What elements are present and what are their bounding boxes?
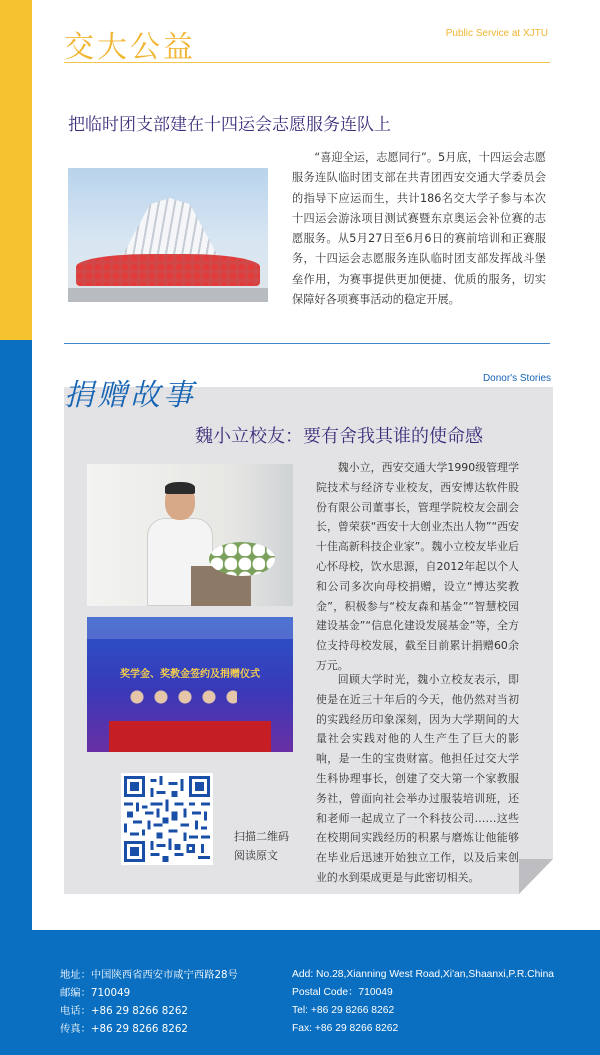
section-subtitle-en: Public Service at XJTU [445, 28, 548, 39]
section-divider [64, 343, 550, 344]
volunteer-crowd [76, 254, 260, 286]
qr-caption: 扫描二维码 阅读原文 [234, 830, 289, 862]
story-headline: 魏小立校友：要有舍我其谁的使命感 [195, 426, 483, 447]
volunteer-group-photo [68, 168, 268, 302]
divider [64, 62, 550, 63]
footer-phone-en: Tel: +86 29 8266 8262 [292, 1005, 395, 1016]
footer-phone-cn: 电话：+86 29 8266 8262 [60, 1005, 188, 1017]
qr-code[interactable] [121, 773, 213, 865]
flowers [209, 542, 275, 576]
story-paragraph-1: 魏小立，西安交通大学1990级管理学院技术与经济专业校友，西安博达软件股份有限公司董事长，管理学院校友会副会长，曾荣获“西安十大创业杰出人物”“西安十佳高新科技企业家”。魏小立校友毕业后心怀母校，饮水思源，自2012年起以个人和公司多次向母校捐赠，设立“博达奖教金”，积极参与“校友森和基金”“智慧校园建设基金”“信息化建设发展基金”等，全方位支持母校发展，截至目前累计捐赠60余万元。 [316, 461, 519, 672]
footer-fax-en: Fax: +86 29 8266 8262 [292, 1023, 399, 1034]
ceremony-banner-text: 奖学金、奖教金签约及捐赠仪式 [120, 669, 260, 680]
section-title-public-service: 交大公益 [64, 30, 196, 65]
section-title-donor-stories: 捐赠故事 [64, 378, 196, 413]
footer-address-en: Add: No.28,Xianning West Road,Xi'an,Shaanxi,P.R.China [292, 969, 555, 980]
left-yellow-bar [0, 0, 32, 340]
story-paragraph-2: 回顾大学时光，魏小立校友表示，即使是在近三十年后的今天，他仍然对当初的实践经历印象深刻，因为大学期间的大量社会实践对他的人生产生了巨大的影响，是一生的宝贵财富。他担任过交大学生科协理事长，创建了交大第一个家教服务社，曾面向社会举办过服装培训班，还和老师一起成立了一个科技公司……这些在校期间实践经历的积累与磨炼让他能够在毕业后迅速开始独立工作，以及后来创业的水到渠成更是与此密切相关。 [316, 673, 519, 884]
footer-address-cn: 地址：中国陕西省西安市咸宁西路28号 [60, 969, 238, 981]
article-headline: 把临时团支部建在十四运会志愿服务连队上 [68, 115, 391, 135]
footer-postcode-cn: 邮编：710049 [60, 987, 131, 999]
footer-contact-cn [60, 966, 238, 1038]
stadium-shape [120, 198, 220, 260]
qr-code-icon [124, 776, 210, 862]
ground [68, 288, 268, 302]
section-subtitle-en: Donor's Stories [482, 373, 551, 384]
footer-postcode-en: Postal Code：710049 [292, 987, 393, 998]
signing-table [109, 721, 271, 752]
article-paragraph: “喜迎全运，志愿同行”。5月底，十四运会志愿服务连队临时团支部在共青团西安交通大学委员会的指导下应运而生，共计186名交大学子参与本次十四运会游泳项目测试赛暨东京奥运会补位赛的志愿服务。从5月27日至6月6日的赛前培训和正赛服务，十四运会志愿服务连队临时团支部发挥战斗堡垒作用，为赛事提供更加便捷、优质的服务，切实保障好各项赛事活动的稳定开展。 [292, 151, 546, 307]
signing-ceremony-photo [87, 617, 293, 752]
speaker-photo [87, 464, 293, 606]
footer-fax-cn: 传真：+86 29 8266 8262 [60, 1023, 188, 1035]
footer-contact-en [292, 966, 554, 1038]
